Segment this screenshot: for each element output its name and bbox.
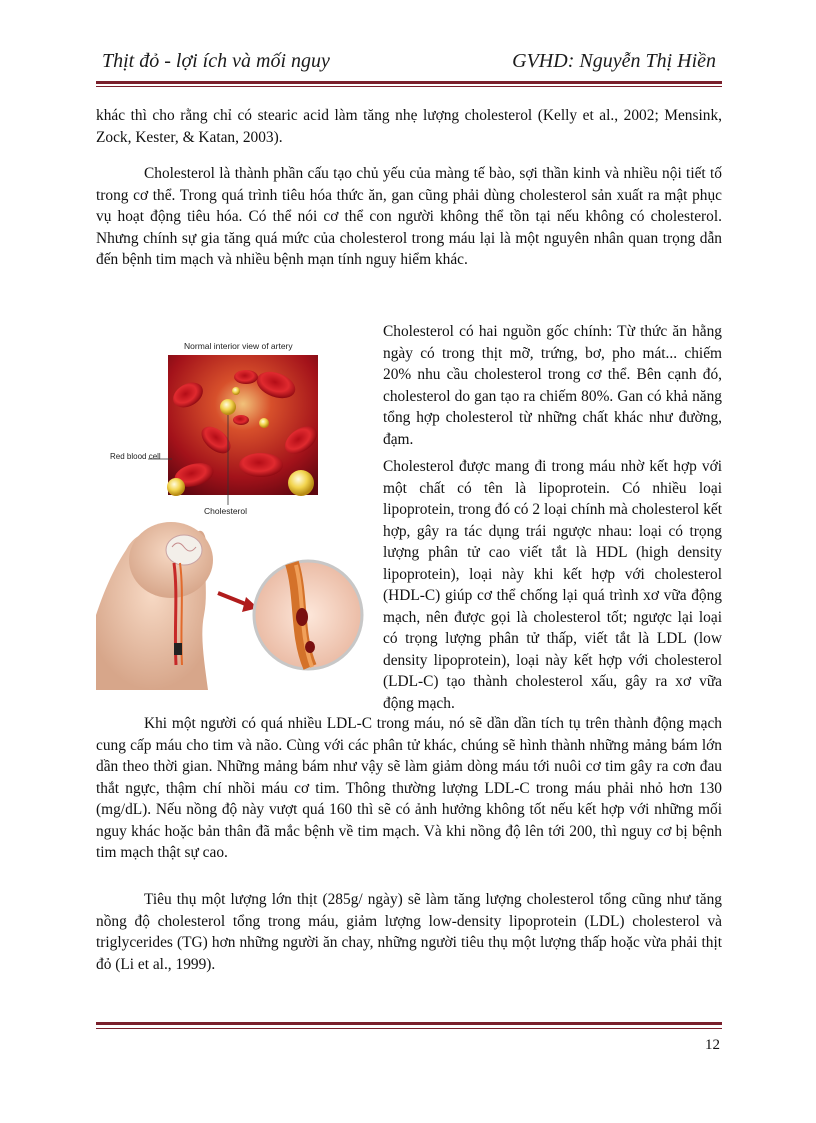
footer-rule-thin	[96, 1028, 722, 1029]
header-rule-thin	[96, 86, 722, 87]
arrow-icon	[218, 593, 248, 605]
figure-title: Normal interior view of artery	[184, 341, 293, 351]
header-title: Thịt đỏ - lợi ích và mối nguy	[102, 50, 330, 72]
head-illustration	[96, 522, 213, 690]
paragraph-3: Cholesterol có hai nguồn gốc chính: Từ thức ăn hằng ngày có trong thịt mỡ, trứng, bơ, pho mát... chiếm 20% nhu cầu cholesterol trong cơ thể. Bên cạnh đó, cholesterol do gan tạo ra chiếm 80%. Gan có khả năng tổng hợp cholesterol từ những chất khác như đường, đạm.	[383, 323, 722, 448]
page-header	[96, 50, 722, 80]
paragraph-5: Khi một người có quá nhiều LDL-C trong máu, nó sẽ dần dần tích tụ trên thành động mạch cung cấp máu cho tim và não. Cùng với các phân tử khác, chúng sẽ hình thành những mảng bám lớn dần theo thời gian. Những mảng bám như vậy sẽ làm giảm dòng máu tới nuôi cơ tim gây ra cơn đau thắt ngực, thậm chí nhồi máu cơ tim. Thông thường lượng LDL-C trong máu phải nhỏ hơn 130 (mg/dL). Nếu nồng độ này vượt quá 160 thì sẽ có ảnh hưởng không tốt nếu kết hợp với những mối nguy khác hoặc bản thân đã mắc bệnh về tim mạch. Và khi nồng độ lên tới 200, thì nguy cơ bị bệnh tim mạch thật sự cao.	[96, 715, 722, 861]
paragraph-4: Cholesterol được mang đi trong máu nhờ kết hợp với một chất có tên là lipoprotein. Có nhiều loại lipoprotein, trong đó có 2 loại chính mà cholesterol kết hợp, gây ra tác dụng trái ngược nhau: loại có trọng lượng phân tử cao viết tắt là HDL (high density lipoprotein), loại này khi kết hợp với cholesterol (HDL-C) giúp cơ thể chống lại quá trình xơ vữa động mạch, nên được gọi là cholesterol tốt; ngược lại loại có trọng lượng phân tử thấp, viết tắt là LDL (low density lipoprotein), loại này kết hợp với cholesterol (LDL-C) tạo thành cholesterol xấu, gây ra xơ vữa động mạch.	[383, 458, 722, 712]
header-supervisor: GVHD: Nguyễn Thị Hiền	[512, 50, 716, 72]
artery-figure-svg	[96, 325, 366, 690]
paragraph-1: khác thì cho rằng chỉ có stearic acid làm tăng nhẹ lượng cholesterol (Kelly et al., 2002; Mensink, Zock, Kester, & Katan, 2003).	[96, 107, 722, 146]
paragraph-6: Tiêu thụ một lượng lớn thịt (285g/ ngày) sẽ làm tăng lượng cholesterol tổng cũng như tăng nồng độ cholesterol tổng trong máu, giảm lượng low-density lipoprotein (LDL) cholesterol và triglycerides (TG) hơn những người ăn chay, những người tiêu thụ một lượng thấp hoặc vừa phải thịt đỏ (Li et al., 1999).	[96, 891, 722, 973]
label-cholesterol: Cholesterol	[204, 506, 247, 516]
footer-rule-thick	[96, 1022, 722, 1025]
header-rule-thick	[96, 81, 722, 84]
paragraph-2: Cholesterol là thành phần cấu tạo chủ yếu của màng tế bào, sợi thần kinh và nhiều nội tiết tố trong cơ thể. Trong quá trình tiêu hóa thức ăn, gan cũng phải dùng cholesterol sản xuất ra mật phục vụ hoạt động tiêu hóa. Có thể nói cơ thể con người không thể tồn tại nếu không có cholesterol. Nhưng chính sự gia tăng quá mức của cholesterol trong máu lại là một nguyên nhân quan trọng dẫn đến bệnh tim mạch và nhiều bệnh mạn tính nguy hiểm khác.	[96, 165, 722, 268]
label-red-blood-cell: Red blood cell	[110, 452, 161, 461]
page-number: 12	[705, 1037, 720, 1053]
magnified-artery	[254, 561, 362, 669]
artery-illustration	[96, 325, 366, 690]
